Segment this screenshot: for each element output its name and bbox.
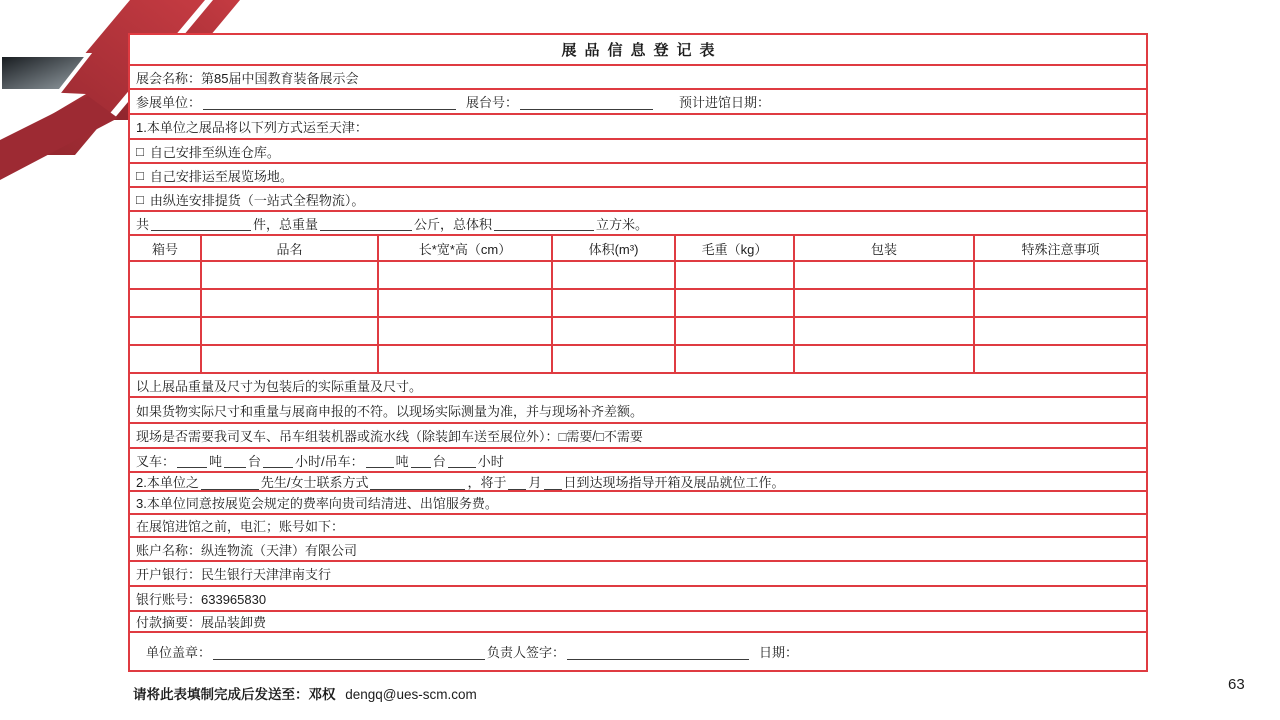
forklift-seg: 吨 [395,453,409,469]
checkbox-icon[interactable]: □ [136,191,144,207]
forklift-hours-blank[interactable] [263,452,293,468]
unit-blank[interactable] [203,94,456,110]
empty-cell[interactable] [379,262,553,288]
totals-seg: 立方米。 [596,216,649,232]
crane-hours-blank[interactable] [448,452,476,468]
empty-cell[interactable] [130,318,202,344]
empty-cell[interactable] [676,346,795,372]
empty-cell[interactable] [553,290,676,316]
stamp-blank[interactable] [213,644,485,660]
forklift-row [130,449,1146,473]
empty-cell[interactable] [130,290,202,316]
option3-label: 由纵连安排提货（一站式全程物流）。 [149,192,365,208]
totals-row [130,212,1146,236]
empty-cell[interactable] [379,290,553,316]
agreement: 3.本单位同意按展览会规定的费率向贵司结清进、出馆服务费。 [136,496,498,511]
goods-table-row [130,290,1146,318]
crane-count-blank[interactable] [411,452,431,468]
empty-cell[interactable] [676,290,795,316]
contact-email[interactable]: dengq@ues-scm.com [345,687,477,702]
form-title-text: 展品信息登记表 [561,42,723,59]
contact-seg: 先生/女士联系方式 [260,475,369,490]
empty-cell[interactable] [379,318,553,344]
col-header-packing: 包装 [795,236,975,260]
empty-cell[interactable] [202,318,379,344]
empty-cell[interactable] [676,318,795,344]
checkbox-icon[interactable]: □ [136,143,144,159]
contact-row [130,473,1146,492]
page-number: 63 [1228,676,1245,693]
weight-blank[interactable] [320,215,412,231]
empty-cell[interactable] [202,290,379,316]
option3-row [130,188,1146,212]
empty-cell[interactable] [202,262,379,288]
transport-intro: 1.本单位之展品将以下列方式运至天津： [136,120,368,135]
exhibit-info-form [128,33,1148,672]
empty-cell[interactable] [795,346,975,372]
forklift-seg: 吨 [209,453,223,469]
no-need-checkbox[interactable]: □不需要 [596,429,643,444]
bank-row [130,562,1146,587]
day-blank[interactable] [544,474,562,490]
contact-seg: 日到达现场指导开箱及展品就位工作。 [563,475,785,490]
col-header-lwh: 长*宽*高（cm） [379,236,553,260]
totals-seg: 公斤，总体积 [414,216,493,232]
account-name: 账户名称：纵连物流（天津）有限公司 [136,542,358,558]
totals-seg: 件，总重量 [253,216,319,232]
note3-intro: 现场是否需要我司叉车、吊车组装机器或流水线（除装卸车送至展位外）： [136,429,559,444]
send-instruction: 请将此表填制完成后发送至：邓权 [133,687,336,702]
payment-intro: 在展馆进馆之前，电汇；账号如下： [136,519,345,534]
stamp-label: 单位盖章： [146,645,212,660]
payment-summary: 付款摘要：展品装卸费 [136,615,267,630]
note1-row [130,374,1146,398]
forklift-seg: 台 [248,453,262,469]
contact-seg: ，将于 [467,475,507,490]
entry-date-label: 预计进馆日期： [679,95,771,110]
empty-cell[interactable] [975,290,1146,316]
col-header-weight: 毛重（kg） [676,236,795,260]
forklift-seg: 小时 [477,453,504,469]
exhibition-name: 展会名称：第85届中国教育装备展示会 [136,70,359,86]
checkbox-icon[interactable]: □ [136,167,144,183]
col-header-name: 品名 [202,236,379,260]
goods-table-row [130,262,1146,290]
empty-cell[interactable] [676,262,795,288]
note3-row [130,424,1146,449]
empty-cell[interactable] [975,346,1146,372]
totals-seg: 共 [136,216,150,232]
sign-blank[interactable] [567,644,749,660]
forklift-count-blank[interactable] [224,452,246,468]
payment-intro-row [130,515,1146,538]
forklift-seg: 台 [432,453,446,469]
note2-row [130,398,1146,424]
col-header-volume: 体积(m³) [553,236,676,260]
signature-row [130,633,1146,670]
empty-cell[interactable] [553,346,676,372]
volume-blank[interactable] [494,215,594,231]
month-blank[interactable] [508,474,526,490]
empty-cell[interactable] [553,318,676,344]
exhibitor-row [130,90,1146,115]
contact-phone-blank[interactable] [370,474,465,490]
option2-row [130,164,1146,188]
contact-seg: 2.本单位之 [136,475,199,490]
transport-intro-row [130,115,1146,140]
booth-blank[interactable] [520,94,653,110]
account-name-row [130,538,1146,562]
forklift-seg: 叉车： [136,453,176,469]
forklift-seg: 小时/吊车： [295,453,364,469]
col-header-box-no: 箱号 [130,236,202,260]
note2: 如果货物实际尺寸和重量与展商申报的不符。以现场实际测量为准，并与现场补齐差额。 [136,403,644,419]
unit-label: 参展单位： [136,95,202,110]
footer-note [133,683,477,703]
empty-cell[interactable] [975,262,1146,288]
empty-cell[interactable] [553,262,676,288]
goods-table-row [130,318,1146,346]
col-header-special: 特殊注意事项 [1021,241,1100,257]
empty-cell[interactable] [795,262,975,288]
note1: 以上展品重量及尺寸为包装后的实际重量及尺寸。 [136,378,423,394]
contact-seg: 月 [528,475,542,490]
option1-label: 自己安排至纵连仓库。 [149,144,280,160]
payment-summary-row [130,612,1146,633]
contact-name-blank[interactable] [201,474,259,490]
exhibition-name-row [130,66,1146,90]
booth-label: 展台号： [466,95,519,110]
note3-separator: / [592,428,596,443]
empty-cell[interactable] [202,346,379,372]
bank: 开户银行：民生银行天津津南支行 [136,567,332,582]
forklift-tons-blank[interactable] [177,452,207,468]
empty-cell[interactable] [379,346,553,372]
empty-cell[interactable] [130,262,202,288]
sign-label: 负责人签字： [487,645,566,660]
goods-table-row [130,346,1146,374]
crane-tons-blank[interactable] [366,452,394,468]
empty-cell[interactable] [130,346,202,372]
empty-cell[interactable] [795,318,975,344]
option2-label: 自己安排运至展览场地。 [149,168,293,184]
option1-row [130,140,1146,164]
form-title-row [130,35,1146,66]
account-number: 银行账号：633965830 [136,592,267,607]
pieces-blank[interactable] [151,215,251,231]
empty-cell[interactable] [795,290,975,316]
empty-cell[interactable] [975,318,1146,344]
need-checkbox[interactable]: □需要 [558,429,593,444]
account-number-row [130,587,1146,612]
agreement-row [130,492,1146,515]
date-label: 日期： [759,645,799,660]
goods-table-header [130,236,1146,262]
